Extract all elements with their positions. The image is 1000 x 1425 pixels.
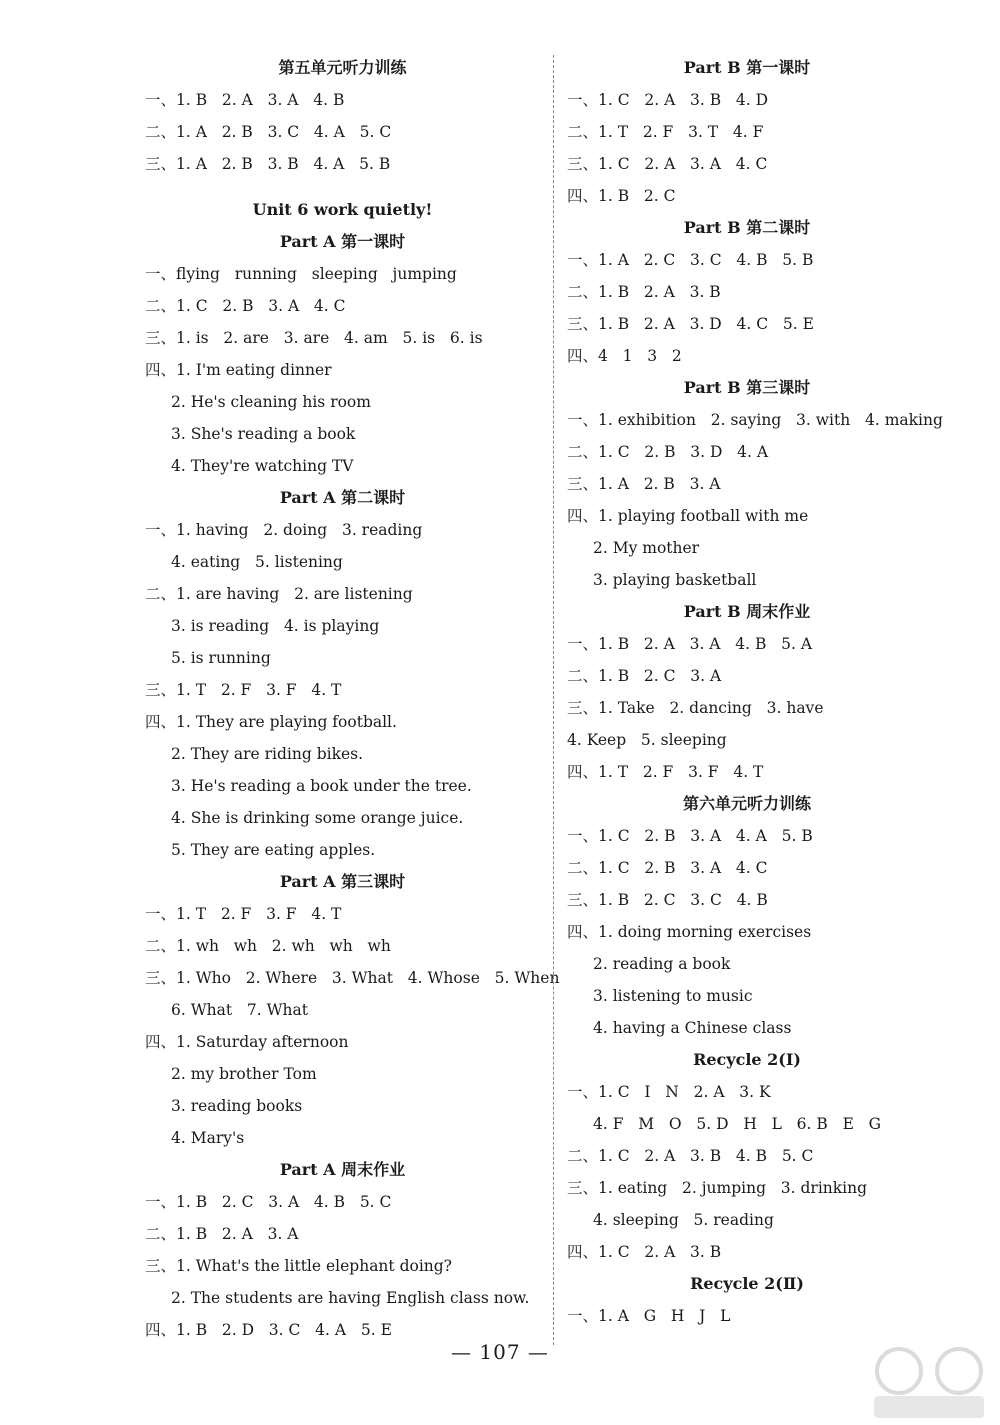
answer-line: 3. reading books [171,1097,303,1115]
section-heading: 第五单元听力训练 [278,58,407,77]
page-number: — 107 — [451,1340,549,1364]
answer-line: 6. What 7. What [171,1001,308,1019]
section-heading: Part B 第一课时 [683,58,811,77]
answer-line: 一、1. B 2. A 3. A 4. B [145,91,345,109]
section-heading: Part A 第一课时 [279,232,406,251]
section-heading: Recycle 2(Ⅱ) [690,1274,804,1293]
right-column [567,52,943,1332]
answer-line: 二、1. C 2. B 3. A 4. C [567,859,768,877]
answer-line: 三、1. C 2. A 3. A 4. C [567,155,768,173]
answer-line: 三、1. A 2. B 3. A [567,475,721,493]
answer-line: 4. eating 5. listening [171,553,343,571]
section-heading: 第六单元听力训练 [682,794,811,813]
answer-line: 3. He's reading a book under the tree. [171,777,472,795]
answer-line: 二、1. are having 2. are listening [145,585,413,603]
answer-line: 4. They're watching TV [171,457,354,475]
answer-line: 四、1. doing morning exercises [567,923,812,941]
answer-line: 4. Keep 5. sleeping [567,731,727,749]
answer-line: 一、1. exhibition 2. saying 3. with 4. making [567,411,943,429]
answer-line: 三、1. A 2. B 3. B 4. A 5. B [145,155,391,173]
section-heading: Part A 周末作业 [279,1160,406,1179]
answer-line: 一、1. A 2. C 3. C 4. B 5. B [567,251,814,269]
answer-line: 5. is running [171,649,271,667]
answer-line: 3. listening to music [593,987,753,1005]
answer-line: 二、1. B 2. A 3. B [567,283,721,301]
section-heading: Part B 周末作业 [683,602,811,621]
answer-line: 三、1. What's the little elephant doing? [145,1257,452,1275]
answer-line: 4. She is drinking some orange juice. [171,809,464,827]
answer-line: 一、flying running sleeping jumping [145,265,457,283]
answer-line: 四、1. playing football with me [567,507,809,525]
left-column [145,52,560,1346]
answer-line: 三、1. T 2. F 3. F 4. T [145,681,342,699]
answer-line: 一、1. C 2. B 3. A 4. A 5. B [567,827,813,845]
answer-line: 4. Mary's [171,1129,245,1147]
answer-line: 一、1. C I N 2. A 3. K [567,1083,771,1101]
answer-line: 二、1. A 2. B 3. C 4. A 5. C [145,123,392,141]
answer-line: 2. My mother [593,539,700,557]
answer-line: 四、1. C 2. A 3. B [567,1243,722,1261]
answer-line: 二、1. C 2. B 3. D 4. A [567,443,769,461]
answer-line: 四、1. Saturday afternoon [145,1033,349,1051]
answer-line: 四、1. B 2. C [567,187,676,205]
answer-line: 四、4 1 3 2 [567,347,682,365]
answer-line: 一、1. A G H J L [567,1307,731,1325]
answer-line: 三、1. is 2. are 3. are 4. am 5. is 6. is [145,329,483,347]
answer-line: 三、1. B 2. C 3. C 4. B [567,891,768,909]
answer-line: 四、1. B 2. D 3. C 4. A 5. E [145,1321,392,1339]
answer-line: 2. They are riding bikes. [171,745,364,763]
answer-line: 2. my brother Tom [171,1065,317,1083]
answer-line: 一、1. having 2. doing 3. reading [145,521,423,539]
answer-line: 二、1. C 2. A 3. B 4. B 5. C [567,1147,814,1165]
answer-line: 二、1. B 2. C 3. A [567,667,722,685]
column-divider [553,55,554,1345]
answer-line: 2. reading a book [593,955,731,973]
answer-line: 四、1. They are playing football. [145,713,397,731]
answer-line: 4. having a Chinese class [593,1019,792,1037]
answer-line: 二、1. B 2. A 3. A [145,1225,299,1243]
answer-line: 三、1. Take 2. dancing 3. have [567,699,824,717]
answer-line: 三、1. eating 2. jumping 3. drinking [567,1179,868,1197]
section-heading: Part A 第二课时 [279,488,406,507]
spacer [145,180,540,194]
answer-line: 一、1. C 2. A 3. B 4. D [567,91,769,109]
answer-line: 2. The students are having English class now. [171,1289,530,1307]
answer-line: 2. He's cleaning his room [171,393,371,411]
answer-line: 四、1. T 2. F 3. F 4. T [567,763,764,781]
section-heading: Recycle 2(Ⅰ) [693,1050,801,1069]
answer-line: 3. is reading 4. is playing [171,617,380,635]
answer-line: 三、1. Who 2. Where 3. What 4. Whose 5. When [145,969,560,987]
answer-line: 3. She's reading a book [171,425,356,443]
section-heading: Part B 第二课时 [683,218,811,237]
answer-line: 三、1. B 2. A 3. D 4. C 5. E [567,315,814,333]
answer-line: 一、1. B 2. A 3. A 4. B 5. A [567,635,813,653]
answer-line: 二、1. C 2. B 3. A 4. C [145,297,346,315]
answer-line: 四、1. I'm eating dinner [145,361,332,379]
answer-line: 一、1. T 2. F 3. F 4. T [145,905,342,923]
section-heading: Part A 第三课时 [279,872,406,891]
answer-line: 3. playing basketball [593,571,757,589]
section-heading: Part B 第三课时 [683,378,811,397]
answer-line: 4. F M O 5. D H L 6. B E G [593,1115,882,1133]
answer-line: 一、1. B 2. C 3. A 4. B 5. C [145,1193,392,1211]
section-heading: Unit 6 work quietly! [252,200,433,219]
answer-line: 4. sleeping 5. reading [593,1211,774,1229]
watermark-logo [864,1341,994,1421]
answer-line: 二、1. wh wh 2. wh wh wh [145,937,391,955]
answer-line: 二、1. T 2. F 3. T 4. F [567,123,764,141]
answer-line: 5. They are eating apples. [171,841,376,859]
